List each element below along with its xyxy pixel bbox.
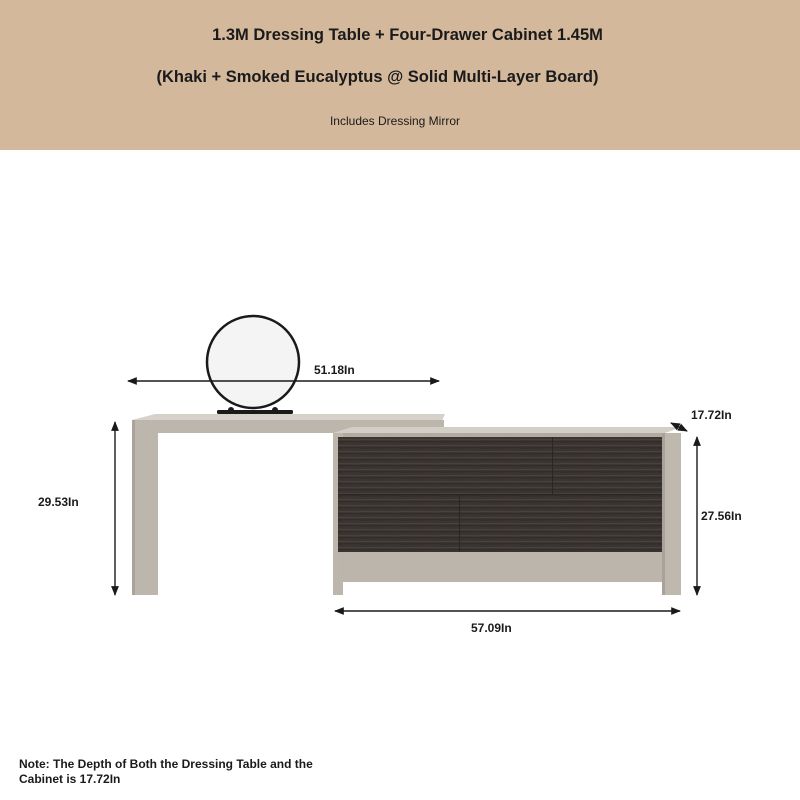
- mirror-note: Includes Dressing Mirror: [329, 114, 461, 128]
- depth-label: 17.72In: [691, 408, 732, 422]
- drawer-bottom-right: [460, 495, 662, 552]
- drawer-bottom-left: [338, 495, 459, 552]
- cabinet-width-label: 57.09In: [471, 621, 512, 635]
- table-height-label: 29.53In: [38, 495, 79, 509]
- drawer-top-right: [553, 437, 662, 494]
- depth-footnote: Note: The Depth of Both the Dressing Table and the Cabinet is 17.72In: [19, 757, 313, 786]
- cabinet-height-label: 27.56In: [701, 509, 742, 523]
- drawer-cabinet: [333, 427, 682, 595]
- product-material: (Khaki + Smoked Eucalyptus @ Solid Multi-Layer Board): [156, 68, 599, 86]
- dressing-mirror: [207, 316, 299, 414]
- drawer-top-left: [338, 437, 552, 494]
- table-width-label: 51.18In: [314, 363, 355, 377]
- product-title: 1.3M Dressing Table + Four-Drawer Cabinet 1.45M: [212, 26, 603, 44]
